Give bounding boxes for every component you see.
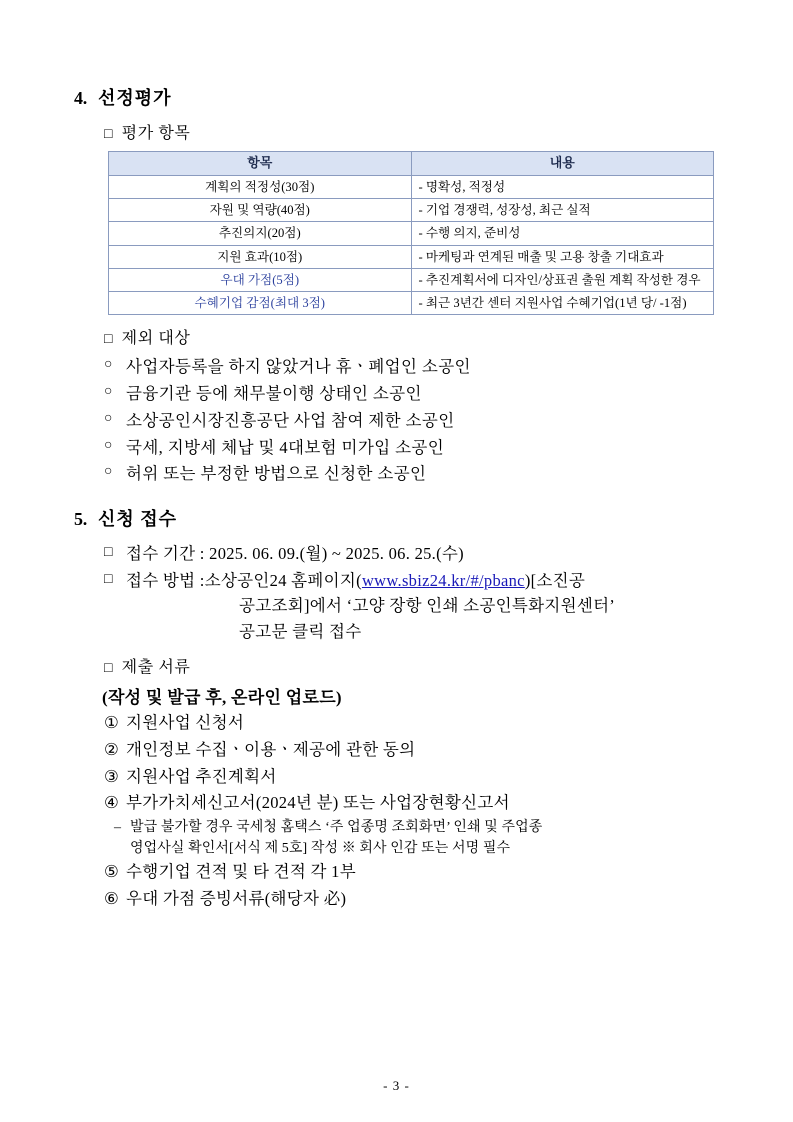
checkbox-icon: □ [104, 661, 113, 677]
documents-list-2 [74, 859, 722, 912]
number-bullet-icon: ⑤ [104, 862, 120, 882]
cell-desc: - 기업 경쟁력, 성장성, 최근 실적 [411, 199, 714, 222]
application-method-body [104, 568, 722, 594]
list-item-label: 수행기업 견적 및 타 견적 각 1부 [126, 862, 356, 882]
cell-item: 수혜기업 감점(최대 3점) [109, 292, 412, 315]
circle-bullet-icon: ○ [104, 384, 113, 400]
subheading-eval-items [74, 120, 722, 143]
subheading-exclusions [74, 325, 722, 348]
checkbox-icon: □ [104, 127, 113, 142]
application-method-suffix: )[소진공 [524, 570, 586, 590]
cell-item: 계획의 적정성(30점) [109, 175, 412, 198]
list-item-label: 지원사업 추진계획서 [126, 766, 277, 786]
number-bullet-icon: ① [104, 713, 120, 733]
circle-bullet-icon: ○ [104, 410, 113, 426]
cell-item: 우대 가점(5점) [109, 268, 412, 291]
table-row [109, 292, 714, 315]
section-number: 5. [74, 508, 87, 529]
documents-note-line1: 발급 불가할 경우 국세청 홈택스 ‘주 업종명 조회화면’ 인쇄 및 주업종 [130, 820, 543, 836]
application-period [74, 541, 722, 567]
document-content [74, 84, 722, 913]
page-number: - 3 - [383, 1078, 410, 1093]
table-row [109, 268, 714, 291]
cell-desc: - 명확성, 적정성 [411, 175, 714, 198]
list-item-label: 금융기관 등에 채무불이행 상태인 소공인 [126, 384, 422, 404]
section-number: 4. [74, 88, 87, 108]
section-heading-5 [74, 505, 722, 531]
col-header-desc: 내용 [411, 152, 714, 176]
application-period-body [104, 541, 722, 567]
application-method-prefix: 소상공인24 홈페이지( [204, 570, 362, 590]
list-item [74, 354, 722, 381]
number-bullet-icon: ⑥ [104, 888, 120, 908]
evaluation-table [108, 151, 714, 315]
circle-bullet-icon: ○ [104, 437, 113, 453]
documents-note [74, 817, 722, 859]
application-method-label: 접수 방법 : [126, 570, 205, 590]
circle-bullet-icon: ○ [104, 464, 113, 480]
list-item [74, 764, 722, 791]
table-row [109, 175, 714, 198]
exclusion-list [74, 354, 722, 488]
list-item-label: 소상공인시장진흥공단 사업 참여 제한 소공인 [126, 410, 455, 430]
documents-note-line2: 영업사실 확인서[서식 제 5호] 작성 ※ 회사 인감 또는 서명 필수 [130, 841, 511, 857]
list-item-label: 허위 또는 부정한 방법으로 신청한 소공인 [126, 464, 427, 484]
table-row [109, 245, 714, 268]
cell-item: 추진의지(20점) [109, 222, 412, 245]
list-item-label: 개인정보 수집ㆍ이용ㆍ제공에 관한 동의 [126, 739, 416, 759]
table-row [109, 199, 714, 222]
application-method-line3: 공고문 클릭 접수 [239, 621, 362, 641]
sbiz24-link[interactable]: www.sbiz24.kr/#/pbanc [361, 570, 525, 590]
section-heading-4 [74, 84, 722, 110]
section-title: 신청 접수 [98, 508, 178, 529]
list-item [74, 737, 722, 764]
list-item-label: 국세, 지방세 체납 및 4대보험 미가입 소공인 [126, 437, 445, 457]
table-row [109, 222, 714, 245]
application-period-value: 2025. 06. 09.(월) ~ 2025. 06. 25.(수) [209, 543, 464, 563]
list-item [74, 435, 722, 462]
documents-subtitle: (작성 및 발급 후, 온라인 업로드) [102, 688, 342, 708]
list-item [74, 461, 722, 488]
list-item [74, 859, 722, 886]
section-title: 선정평가 [98, 88, 172, 108]
checkbox-icon: □ [104, 571, 113, 587]
subheading-documents [74, 654, 722, 677]
list-item-label: 우대 가점 증빙서류(해당자 必) [126, 888, 347, 908]
application-method [74, 568, 722, 645]
number-bullet-icon: ③ [104, 766, 120, 786]
application-period-label: 접수 기간 : [126, 543, 205, 563]
list-item-label: 부가가치세신고서(2024년 분) 또는 사업장현황신고서 [126, 793, 510, 813]
list-item [74, 408, 722, 435]
number-bullet-icon: ④ [104, 793, 120, 813]
circle-bullet-icon: ○ [104, 357, 113, 373]
subheading-label: 제출 서류 [121, 659, 191, 677]
table-header-row [109, 152, 714, 176]
subheading-label: 제외 대상 [121, 330, 191, 348]
list-item [74, 710, 722, 737]
list-item [74, 381, 722, 408]
cell-desc: - 추진계획서에 디자인/상표권 출원 계획 작성한 경우 [411, 268, 714, 291]
cell-desc: - 수행 의지, 준비성 [411, 222, 714, 245]
col-header-item: 항목 [109, 152, 412, 176]
cell-item: 지원 효과(10점) [109, 245, 412, 268]
list-item [74, 886, 722, 913]
cell-item: 자원 및 역량(40점) [109, 199, 412, 222]
list-item-label: 지원사업 신청서 [126, 713, 245, 733]
cell-desc: - 마케팅과 연계된 매출 및 고용 창출 기대효과 [411, 245, 714, 268]
documents-list [74, 710, 722, 817]
number-bullet-icon: ② [104, 739, 120, 759]
list-item-label: 사업자등록을 하지 않았거나 휴ㆍ폐업인 소공인 [126, 357, 471, 377]
checkbox-icon: □ [104, 332, 113, 348]
application-method-line2: 공고조회]에서 ‘고양 장항 인쇄 소공인특화지원센터’ [239, 596, 616, 616]
list-item [74, 790, 722, 817]
cell-desc: - 최근 3년간 센터 지원사업 수혜기업(1년 당/ -1점) [411, 292, 714, 315]
checkbox-icon: □ [104, 544, 113, 560]
dash-bullet-icon: – [114, 820, 122, 836]
subheading-label: 평가 항목 [121, 125, 191, 142]
